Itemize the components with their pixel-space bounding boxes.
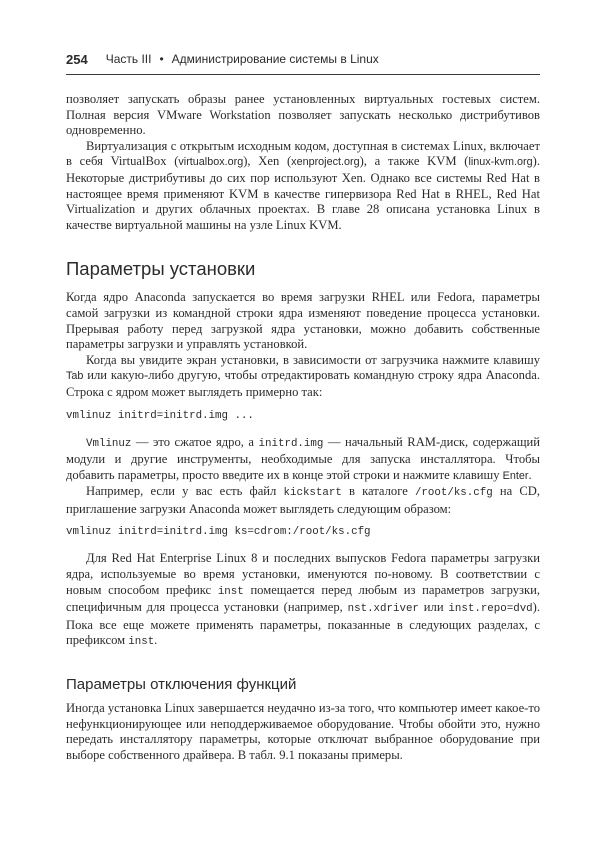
paragraph-vmlinuz: Vmlinuz — это сжатое ядро, а initrd.img — начальный RAM-диск, содержащий модули и другие инструменты, необходимые для запуска инсталлятора. Чтобы добавить параметры, просто введите их в конце этой строки и нажмите клавишу Enter. (66, 434, 540, 482)
code-ks-path: /root/ks.cfg (414, 487, 493, 500)
paragraph-virtualization: Виртуализация с открытым исходным кодом, доступная в системах Linux, включает в себя VirtualBox (virtualbox.org), Xen (xenproject.org), а также KVM (linux-kvm.org). Некоторые дистрибутивы до сих пор используют Xen. Однако все системы Red Hat в настоящее время применяют KVM в качестве гипервизора Red Hat в RHEL, Red Hat Virtualization и других облачных проектах. В главе 28 описана установка Linux в качестве виртуальной машины на узле Linux KVM. (66, 138, 540, 232)
url-xen: xenproject.org (291, 156, 360, 169)
header-bullet: • (159, 52, 164, 66)
code-example-1: vmlinuz initrd=initrd.img ... (66, 409, 254, 422)
url-virtualbox: virtualbox.org (178, 156, 244, 169)
key-tab: Tab (66, 370, 84, 383)
paragraph-disable-hardware: Иногда установка Linux завершается неудачно из-за того, что компьютер имеет какое-то нефункционирующее или неподдерживаемое оборудование. Чтобы обойти это, нужно передать инсталлятору параметры, которые отключат выбранное оборудование при выборе собственного драйвера. В табл. 9.1 показаны примеры. (66, 701, 540, 762)
code-vmlinuz: Vmlinuz (86, 437, 132, 450)
code-inst: inst (217, 585, 244, 598)
page-number: 254 (66, 52, 88, 67)
paragraph-install-screen: Когда вы увидите экран установки, в зависимости от загрузчика нажмите клавишу Tab или какую-либо другую, чтобы отредактировать командную строку ядра Anaconda. Строка с ядром может выглядеть примерно так: (66, 352, 540, 399)
section-heading-disable-features: Параметры отключения функций (66, 676, 297, 694)
code-repo: inst.repo=dvd (448, 603, 533, 616)
section-heading-install-params: Параметры установки (66, 258, 256, 280)
key-enter: Enter (502, 469, 529, 482)
paragraph-anaconda: Когда ядро Anaconda запускается во время загрузки RHEL или Fedora, параметры самой загрузки из командной строки ядра изменяют поведение процесса установки. Прерывая работу перед загрузкой ядра установки, можно добавить собственные параметры загрузки и управлять установкой. (66, 290, 540, 352)
code-inst-2: inst (128, 636, 155, 649)
code-example-2: vmlinuz initrd=initrd.img ks=cdrom:/root/ks.cfg (66, 526, 371, 539)
paragraph-kickstart: Например, если у вас есть файл kickstart в каталоге /root/ks.cfg на CD, приглашение загрузки Anaconda может выглядеть следующим образом: (66, 484, 540, 516)
code-xdriver: nst.xdriver (347, 603, 419, 616)
paragraph-rhel8: Для Red Hat Enterprise Linux 8 и последних выпусков Fedora параметры загрузки ядра, используемые во время установки, именуются по-новому. В соответствии с новым способом префикс inst помещается перед любым из параметров загрузки, специфичным для процесса установки (например, nst.xdriver или inst.repo=dvd). Пока все еще можете применять параметры, показанные в следующих разделах, с префиксом inst. (66, 551, 540, 649)
running-header (66, 52, 540, 75)
chapter-title: Администрирование системы в Linux (171, 52, 379, 66)
url-kvm: linux-kvm.org (468, 156, 533, 169)
page-content (66, 92, 540, 763)
book-page (66, 0, 540, 848)
part-label: Часть III (105, 52, 152, 66)
paragraph-vmware: позволяет запускать образы ранее установленных виртуальных гостевых систем. Полная версия VMware Workstation позволяет запускать несколько дистрибутивов одновременно. (66, 92, 540, 138)
code-initrd: initrd.img (258, 437, 324, 450)
code-kickstart: kickstart (283, 487, 342, 500)
